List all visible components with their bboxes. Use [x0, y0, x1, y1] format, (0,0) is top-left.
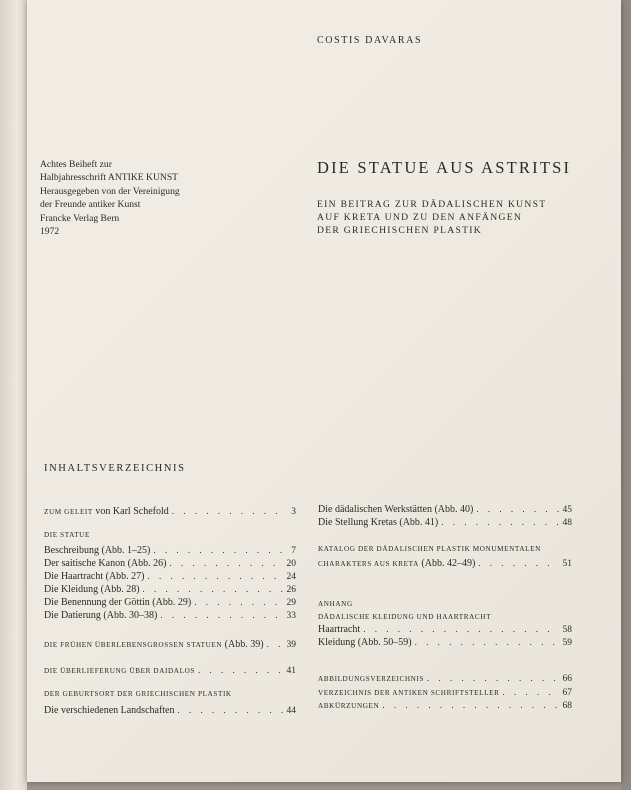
toc-page-number: 33	[286, 611, 296, 621]
leader-dots	[415, 636, 559, 648]
book-subtitle	[317, 198, 546, 237]
page-edge-shadow	[621, 0, 631, 790]
book-spine-edge	[0, 0, 27, 790]
subtitle-line: EIN BEITRAG ZUR DÄDALISCHEN KUNST	[317, 199, 547, 210]
subtitle-line: DER GRIECHISCHEN PLASTIK	[317, 225, 482, 236]
toc-page-number: 58	[562, 625, 572, 635]
toc-page-number: 67	[562, 688, 572, 698]
imprint-year: 1972	[40, 226, 60, 238]
toc-entry-fruehe	[44, 638, 296, 651]
leader-dots	[441, 516, 559, 528]
toc-page-number: 48	[562, 518, 572, 528]
subtitle-line: AUF KRETA UND ZU DEN ANFÄNGEN	[317, 212, 523, 223]
leader-dots	[169, 557, 283, 569]
toc-section-katalog: KATALOG DER DÄDALISCHEN PLASTIK MONUMENTALEN	[318, 545, 541, 553]
toc-entry-geleit	[44, 505, 296, 518]
toc-entry-text: (Abb. 42–49)	[418, 558, 476, 569]
imprint-block	[40, 158, 180, 238]
toc-entry	[44, 583, 296, 596]
leader-dots	[153, 544, 283, 556]
imprint-line: Francke Verlag Bern	[40, 212, 120, 224]
toc-entry-text: Die Haartracht (Abb. 27)	[44, 571, 145, 582]
toc-entry-prefix: ABBILDUNGSVERZEICHNIS	[318, 675, 425, 683]
leader-dots	[194, 596, 283, 608]
toc-page-number: 59	[562, 638, 572, 648]
toc-section-statue: DIE STATUE	[44, 531, 90, 539]
toc-entry-text: Die Benennung der Göttin (Abb. 29)	[44, 597, 192, 608]
toc-page-number: 45	[562, 505, 572, 515]
toc-page-number: 44	[286, 706, 296, 716]
leader-dots	[478, 557, 559, 569]
leader-dots	[148, 570, 283, 582]
toc-entry	[318, 636, 572, 649]
toc-page-number: 24	[286, 572, 296, 582]
toc-entry-text: Kleidung (Abb. 50–59)	[318, 637, 412, 648]
toc-entry-prefix: DIE ÜBERLIEFERUNG ÜBER DAIDALOS	[44, 667, 195, 675]
toc-section-anhang: ANHANG	[318, 600, 353, 608]
author-name: COSTIS DAVARAS	[317, 35, 423, 46]
toc-page-number: 26	[286, 585, 296, 595]
toc-heading: INHALTSVERZEICHNIS	[44, 463, 186, 474]
leader-dots	[363, 623, 559, 635]
toc-page-number: 39	[286, 640, 296, 650]
toc-page-number: 29	[286, 598, 296, 608]
toc-entry-prefix: ZUM GELEIT	[44, 508, 93, 516]
imprint-line: Achtes Beiheft zur	[40, 159, 112, 170]
toc-entry-daidalos	[44, 664, 296, 677]
imprint-line: der Freunde antiker Kunst	[40, 199, 141, 211]
leader-dots	[382, 699, 559, 711]
toc-entry-prefix: ABKÜRZUNGEN	[318, 702, 380, 710]
toc-section-geburtsort: DER GEBURTSORT DER GRIECHISCHEN PLASTIK	[44, 690, 232, 698]
toc-entry-text: Die Kleidung (Abb. 28)	[44, 584, 140, 595]
toc-entry	[318, 623, 572, 636]
toc-section-kleidung: DÄDALISCHE KLEIDUNG UND HAARTRACHT	[318, 613, 492, 621]
toc-entry-text: Die Datierung (Abb. 30–38)	[44, 610, 158, 621]
toc-entry-schriftsteller	[318, 686, 572, 699]
leader-dots	[160, 609, 283, 621]
toc-page-number: 68	[562, 701, 572, 711]
toc-entry-text: (Abb. 39)	[222, 639, 264, 650]
leader-dots	[427, 672, 559, 684]
book-page	[27, 0, 621, 782]
leader-dots	[476, 503, 559, 515]
leader-dots	[198, 664, 283, 676]
toc-entry-text: Die Stellung Kretas (Abb. 41)	[318, 517, 439, 528]
imprint-line: Herausgegeben von der Vereinigung	[40, 185, 180, 197]
toc-entry-text: von Karl Schefold	[92, 506, 169, 517]
toc-entry-prefix: CHARAKTERS AUS KRETA	[318, 560, 419, 568]
toc-entry-text: Der saitische Kanon (Abb. 26)	[44, 558, 167, 569]
toc-entry	[318, 503, 572, 516]
toc-entry	[318, 516, 572, 529]
leader-dots	[267, 638, 283, 650]
leader-dots	[503, 686, 559, 698]
toc-entry	[44, 544, 296, 557]
toc-entry-prefix: VERZEICHNIS DER ANTIKEN SCHRIFTSTELLER	[318, 689, 500, 697]
toc-entry-text: Die verschiedenen Landschaften	[44, 705, 175, 716]
leader-dots	[178, 704, 284, 716]
toc-entry	[44, 609, 296, 622]
toc-page-number: 51	[562, 559, 572, 569]
toc-entry-text: Haartracht	[318, 624, 361, 635]
toc-entry	[44, 596, 296, 609]
book-title: DIE STATUE AUS ASTRITSI	[317, 158, 572, 177]
toc-entry-katalog	[318, 557, 572, 570]
toc-page-number: 20	[286, 559, 296, 569]
toc-entry-text: Beschreibung (Abb. 1–25)	[44, 545, 151, 556]
toc-entry	[44, 704, 296, 717]
toc-page-number: 3	[291, 507, 296, 517]
toc-entry-text: Die dädalischen Werkstätten (Abb. 40)	[318, 504, 474, 515]
toc-entry-abkuerzungen	[318, 699, 572, 712]
imprint-line: Halbjahresschrift ANTIKE KUNST	[40, 172, 179, 184]
toc-entry-abbildungen	[318, 672, 572, 685]
toc-entry-prefix: DIE FRÜHEN ÜBERLEBENSGROSSEN STATUEN	[44, 641, 223, 649]
toc-page-number: 66	[562, 674, 572, 684]
toc-entry	[44, 570, 296, 583]
toc-page-number: 7	[291, 546, 296, 556]
leader-dots	[172, 505, 283, 517]
toc-page-number: 41	[286, 666, 296, 676]
leader-dots	[143, 583, 283, 595]
toc-entry	[44, 557, 296, 570]
